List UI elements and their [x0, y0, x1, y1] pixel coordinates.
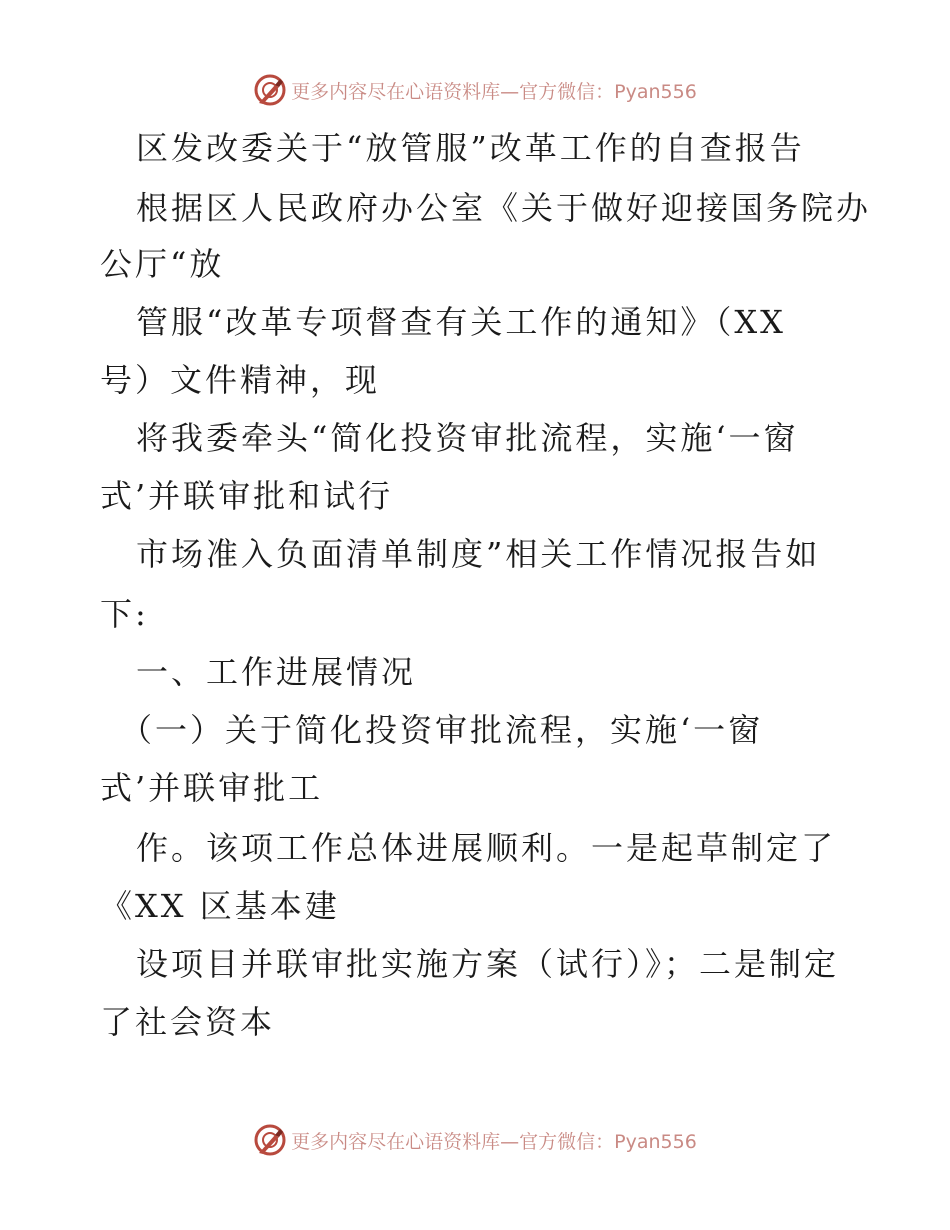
- paragraph-line: 市场准入负面清单制度”相关工作情况报告如: [136, 535, 821, 573]
- section-heading: 一、工作进展情况: [136, 653, 417, 691]
- paragraph-line: 式’并联审批工: [100, 769, 324, 807]
- header-watermark: [0, 70, 950, 110]
- watermark-suffix: —官方微信：Pyan556: [500, 1130, 697, 1153]
- watermark-prefix: 更多内容尽在心语资料库: [291, 80, 501, 103]
- watermark-prefix: 更多内容尽在心语资料库: [291, 1130, 501, 1153]
- subsection-heading: （一）关于简化投资审批流程，实施‘一窗: [120, 711, 764, 749]
- paragraph-line: 将我委牵头“简化投资审批流程，实施‘一窗: [136, 419, 799, 457]
- pen-logo-icon: [253, 1123, 287, 1157]
- paragraph-line: 管服“改革专项督查有关工作的通知》（XX: [136, 303, 786, 341]
- paragraph-line: 设项目并联审批实施方案（试行）》；二是制定: [136, 945, 840, 983]
- paragraph-line: 作。该项工作总体进展顺利。一是起草制定了: [136, 829, 837, 867]
- paragraph-line: 《XX 区基本建: [100, 887, 340, 925]
- paragraph-line: 式’并联审批和试行: [100, 477, 394, 515]
- paragraph-line: 号）文件精神，现: [100, 361, 381, 399]
- watermark-suffix: —官方微信：Pyan556: [500, 80, 697, 103]
- paragraph-line: 公厅“放: [100, 245, 225, 283]
- footer-watermark: [0, 1120, 950, 1160]
- document-title: 区发改委关于“放管服”改革工作的自查报告: [136, 129, 805, 167]
- paragraph-line: 根据区人民政府办公室《关于做好迎接国务院办: [136, 189, 872, 227]
- paragraph-line: 下:: [100, 595, 149, 633]
- paragraph-line: 了社会资本: [100, 1003, 276, 1041]
- pen-logo-icon: [253, 73, 287, 107]
